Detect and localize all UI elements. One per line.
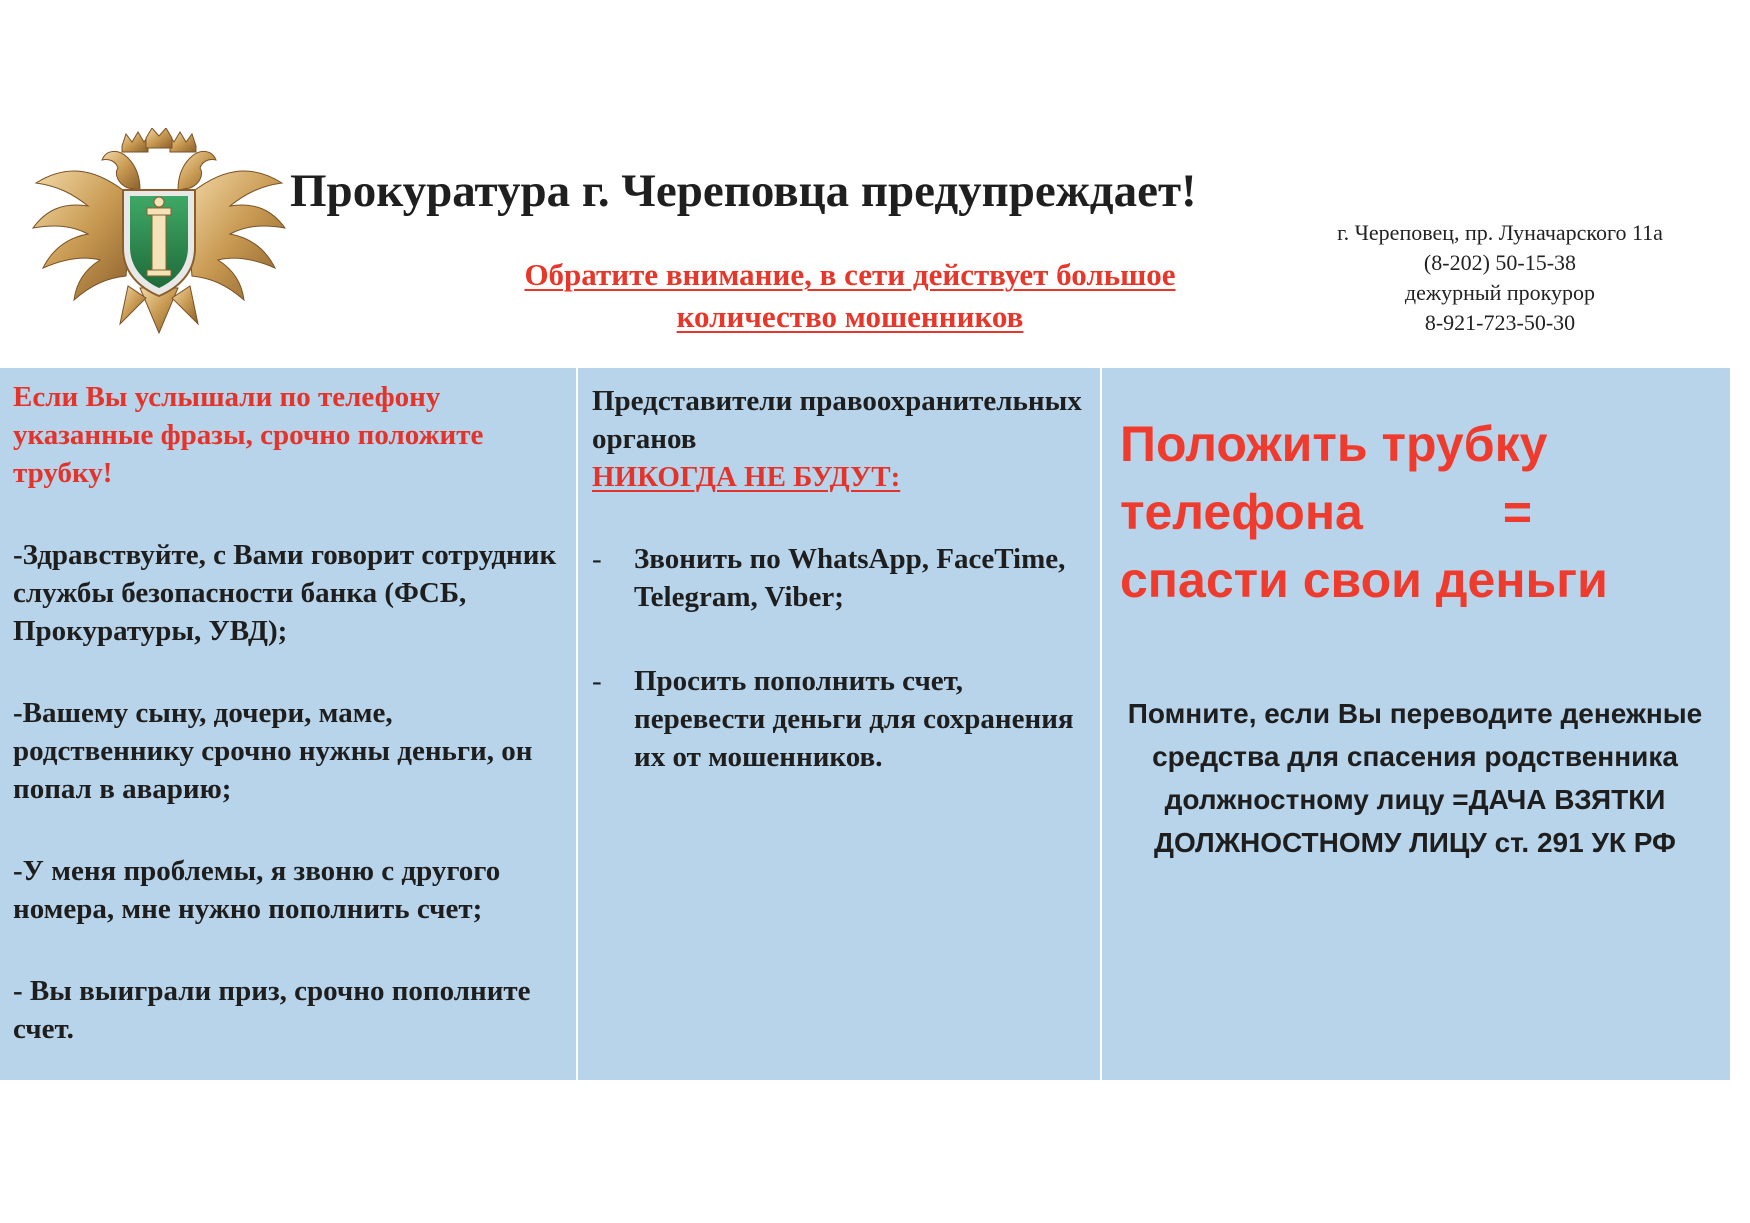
duty-prosecutor-phone: 8-921-723-50-30 bbox=[1424, 310, 1576, 335]
list-item-text: Звонить по WhatsApp, FaceTime, Telegram, Viber; bbox=[634, 543, 1066, 613]
law-enforcement-heading-text: Представители правоохранительных органов bbox=[592, 385, 1082, 455]
contact-info bbox=[1300, 218, 1700, 338]
page-title: Прокуратура г. Череповца предупреждает! bbox=[290, 165, 1197, 217]
double-headed-eagle-prosecutor-emblem-icon bbox=[28, 128, 290, 336]
bullet-dash: - bbox=[592, 665, 602, 697]
law-enforcement-heading bbox=[592, 382, 1088, 496]
slogan-line-2 bbox=[1120, 478, 1716, 546]
never-will-label: НИКОГДА НЕ БУДУТ: bbox=[592, 461, 901, 493]
slogan bbox=[1120, 410, 1716, 614]
fraud-warning-line-2: количество мошенников bbox=[676, 299, 1024, 334]
list-item bbox=[592, 540, 1088, 616]
advice-column bbox=[1102, 368, 1730, 1080]
law-enforcement-column bbox=[578, 368, 1102, 1080]
duty-prosecutor-label: дежурный прокурор bbox=[1404, 280, 1596, 305]
contact-address: г. Череповец, пр. Луначарского 11а bbox=[1337, 220, 1663, 245]
slogan-word-telephone: телефона bbox=[1120, 484, 1363, 540]
fraud-warning bbox=[440, 254, 1260, 338]
list-item bbox=[592, 662, 1088, 776]
suspicious-phrases-column bbox=[0, 368, 578, 1080]
slogan-equals-sign: = bbox=[1502, 484, 1533, 540]
fraud-warning-line-1: Обратите внимание, в сети действует большое bbox=[524, 257, 1176, 292]
list-item-text: Просить пополнить счет, перевести деньги для сохранения их от мошенников. bbox=[634, 665, 1074, 773]
bribery-reminder: Помните, если Вы переводите денежные средства для спасения родственника должностному лицу =ДАЧА ВЗЯТКИ ДОЛЖНОСТНОМУ ЛИЦУ ст. 291 УК РФ bbox=[1127, 698, 1703, 858]
phrase-item: -У меня проблемы, я звоню с другого номера, мне нужно пополнить счет; bbox=[13, 855, 501, 925]
phrase-item: -Вашему сыну, дочери, маме, родственнику срочно нужны деньги, он попал в аварию; bbox=[13, 697, 533, 805]
slogan-line-3: спасти свои деньги bbox=[1120, 552, 1608, 608]
info-panel bbox=[0, 368, 1730, 1080]
never-will-list bbox=[592, 540, 1088, 776]
bullet-dash: - bbox=[592, 543, 602, 575]
contact-phone: (8-202) 50-15-38 bbox=[1423, 250, 1577, 275]
slogan-line-1: Положить трубку bbox=[1120, 416, 1548, 472]
phrase-item: - Вы выиграли приз, срочно пополните счет. bbox=[13, 975, 531, 1045]
hang-up-instruction: Если Вы услышали по телефону указанные фразы, срочно положите трубку! bbox=[13, 381, 484, 489]
phrase-item: -Здравствуйте, с Вами говорит сотрудник службы безопасности банка (ФСБ, Прокуратуры, УВД); bbox=[13, 539, 557, 647]
